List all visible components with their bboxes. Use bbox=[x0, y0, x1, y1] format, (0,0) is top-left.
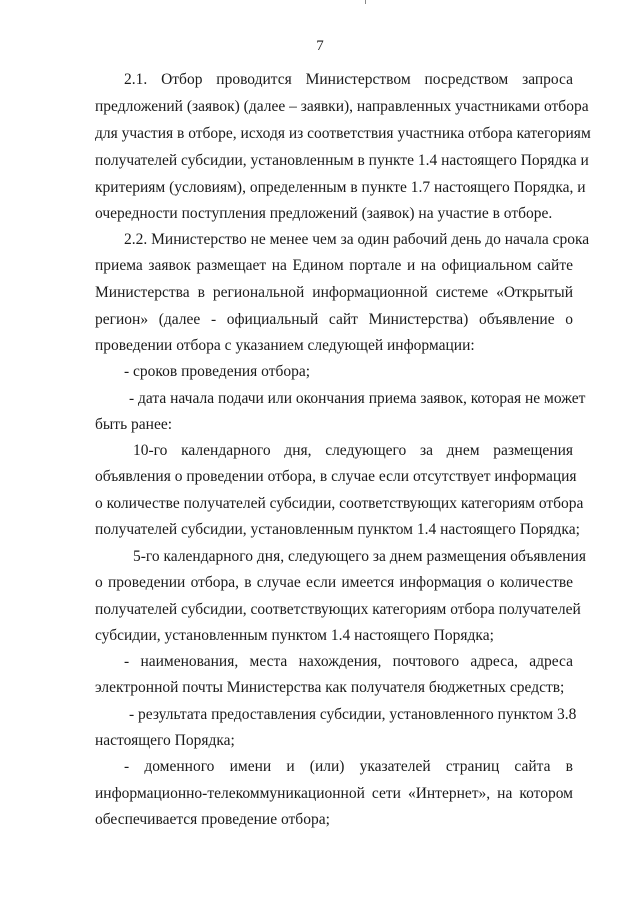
paragraph-line: предложений (заявок) (далее – заявки), направленных участниками отбора bbox=[95, 98, 589, 115]
paragraph-line: приема заявок размещает на Едином портале и на официальном сайте bbox=[95, 257, 573, 274]
list-item: - результата предоставления субсидии, установленного пунктом 3.8 bbox=[129, 706, 577, 723]
list-item-continuation: информационно-телекоммуникационной сети «Интернет», на котором bbox=[95, 785, 573, 802]
page-number: 7 bbox=[316, 38, 324, 54]
paragraph-line: критериям (условиям), определенным в пункте 1.7 настоящего Порядка, и bbox=[95, 179, 586, 196]
list-item-continuation: электронной почты Министерства как получателя бюджетных средств; bbox=[95, 679, 565, 696]
paragraph-line: Министерства в региональной информационной системе «Открытый bbox=[95, 284, 573, 301]
list-item-continuation: настоящего Порядка; bbox=[95, 732, 235, 749]
paragraph-line: получателей субсидии, установленным пунктом 1.4 настоящего Порядка; bbox=[95, 521, 580, 538]
paragraph-line: о количестве получателей субсидии, соответствующих категориям отбора bbox=[95, 495, 584, 512]
paragraph-line: 5-го календарного дня, следующего за днем размещения объявления bbox=[133, 548, 586, 565]
paragraph-line: 10-го календарного дня, следующего за днем размещения bbox=[133, 442, 573, 459]
list-item-continuation: обеспечивается проведение отбора; bbox=[95, 811, 330, 828]
paragraph-line: объявления о проведении отбора, в случае если отсутствует информация bbox=[95, 468, 577, 485]
paragraph-line: субсидии, установленным пунктом 1.4 настоящего Порядка; bbox=[95, 627, 494, 644]
paragraph-line: проведении отбора с указанием следующей информации: bbox=[95, 337, 475, 354]
paragraph-line: 2.2. Министерство не менее чем за один рабочий день до начала срока bbox=[124, 231, 590, 248]
list-item: - доменного имени и (или) указателей страниц сайта в bbox=[124, 758, 573, 775]
paragraph-line: для участия в отборе, исходя из соответствия участника отбора категориям bbox=[95, 125, 591, 142]
paragraph-line: регион» (далее - официальный сайт Министерства) объявление о bbox=[95, 311, 573, 328]
list-item: - наименования, места нахождения, почтового адреса, адреса bbox=[124, 653, 573, 670]
paragraph-line: о проведении отбора, в случае если имеется информация о количестве bbox=[95, 574, 573, 591]
list-item: - сроков проведения отбора; bbox=[124, 363, 311, 380]
scan-mark bbox=[365, 0, 366, 4]
list-item: - дата начала подачи или окончания приема заявок, которая не может bbox=[129, 390, 586, 407]
paragraph-line: получателей субсидии, установленным в пункте 1.4 настоящего Порядка и bbox=[95, 152, 589, 169]
paragraph-line: получателей субсидии, соответствующих категориям отбора получателей bbox=[95, 601, 581, 618]
paragraph-line: очередности поступления предложений (заявок) на участие в отборе. bbox=[95, 205, 553, 222]
paragraph-line: 2.1. Отбор проводится Министерством посредством запроса bbox=[124, 71, 573, 88]
list-item-continuation: быть ранее: bbox=[95, 416, 173, 433]
